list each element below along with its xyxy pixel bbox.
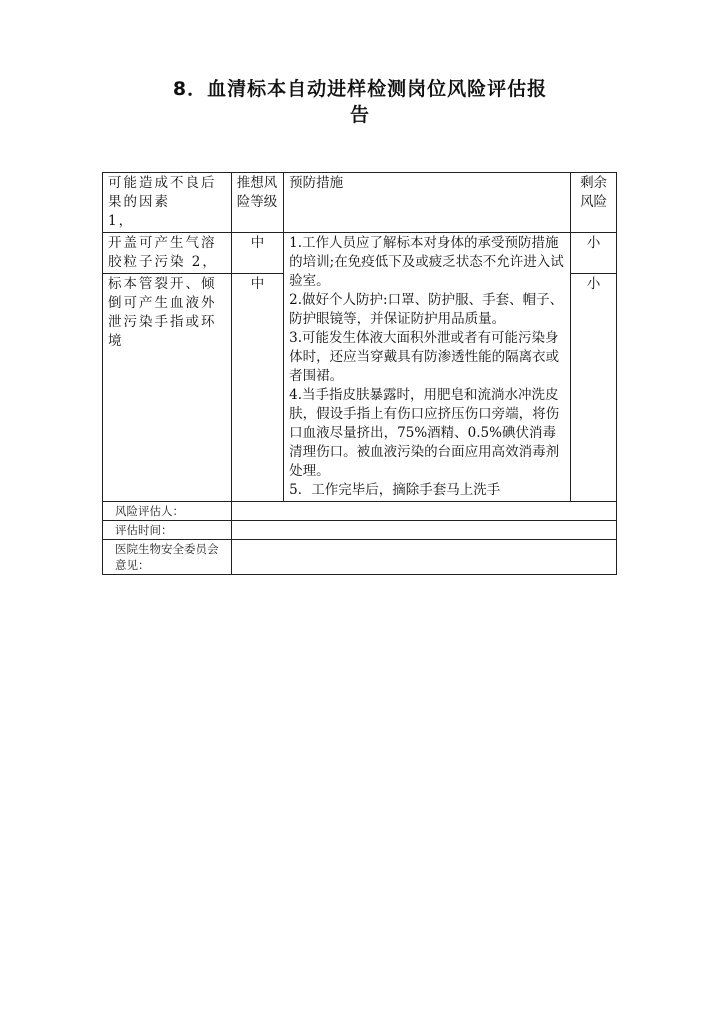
time-label: 评估时间： [103,521,232,540]
committee-label: 医院生物安全委员会意见： [103,540,232,575]
level-cell: 中 [231,233,283,274]
measure-item-2: 2.做好个人防护:口罩、防护服、手套、帽子、防护眼镜等，并保证防护用品质量。 [289,292,564,327]
residual-cell: 小 [571,233,617,274]
measure-item-3: 3.可能发生体液大面积外泄或者有可能污染身体时，还应当穿戴具有防渗透性能的隔离衣或者围裙。 [289,330,560,384]
header-factor: 可能造成不良后果的因素 1， [103,173,232,233]
time-value [231,521,616,540]
footer-row-committee [103,540,617,575]
level-cell: 中 [231,274,283,502]
factor-cell: 开盖可产生气溶胶粒子污染 2， [103,233,232,274]
title-line-2: 告 [349,104,370,126]
table-header-row [103,173,617,233]
residual-cell: 小 [571,274,617,502]
assessor-value [231,502,616,521]
title-line-1: 8．血清标本自动进样检测岗位风险评估报 [172,78,548,100]
assessor-label: 风险评估人： [103,502,232,521]
risk-assessment-table [102,172,617,575]
header-level: 推想风险等级 [231,173,283,233]
document-title [170,76,550,128]
header-residual: 剩余风险 [571,173,617,233]
measure-item-5: 5．工作完毕后，摘除手套马上洗手 [289,482,501,498]
measures-cell [284,233,571,502]
footer-row-assessor [103,502,617,521]
measure-item-1: 1.工作人员应了解标本对身体的承受预防措施的培训;在免疫低下及或疲乏状态不允许进入试验室。 [289,235,564,289]
committee-value [231,540,616,575]
footer-row-time [103,521,617,540]
measure-item-4: 4.当手指皮肤暴露时，用肥皂和流淌水冲洗皮肤，假设手指上有伤口应挤压伤口旁端，将伤口血液尽量挤出，75%酒精、0.5%碘伏消毒清理伤口。被血液污染的台面应用高效消毒剂处理。 [289,387,560,479]
table-row [103,233,617,274]
factor-cell: 标本管裂开、倾倒可产生血液外泄污染手指或环境 [103,274,232,502]
header-measures: 预防措施 [284,173,571,233]
